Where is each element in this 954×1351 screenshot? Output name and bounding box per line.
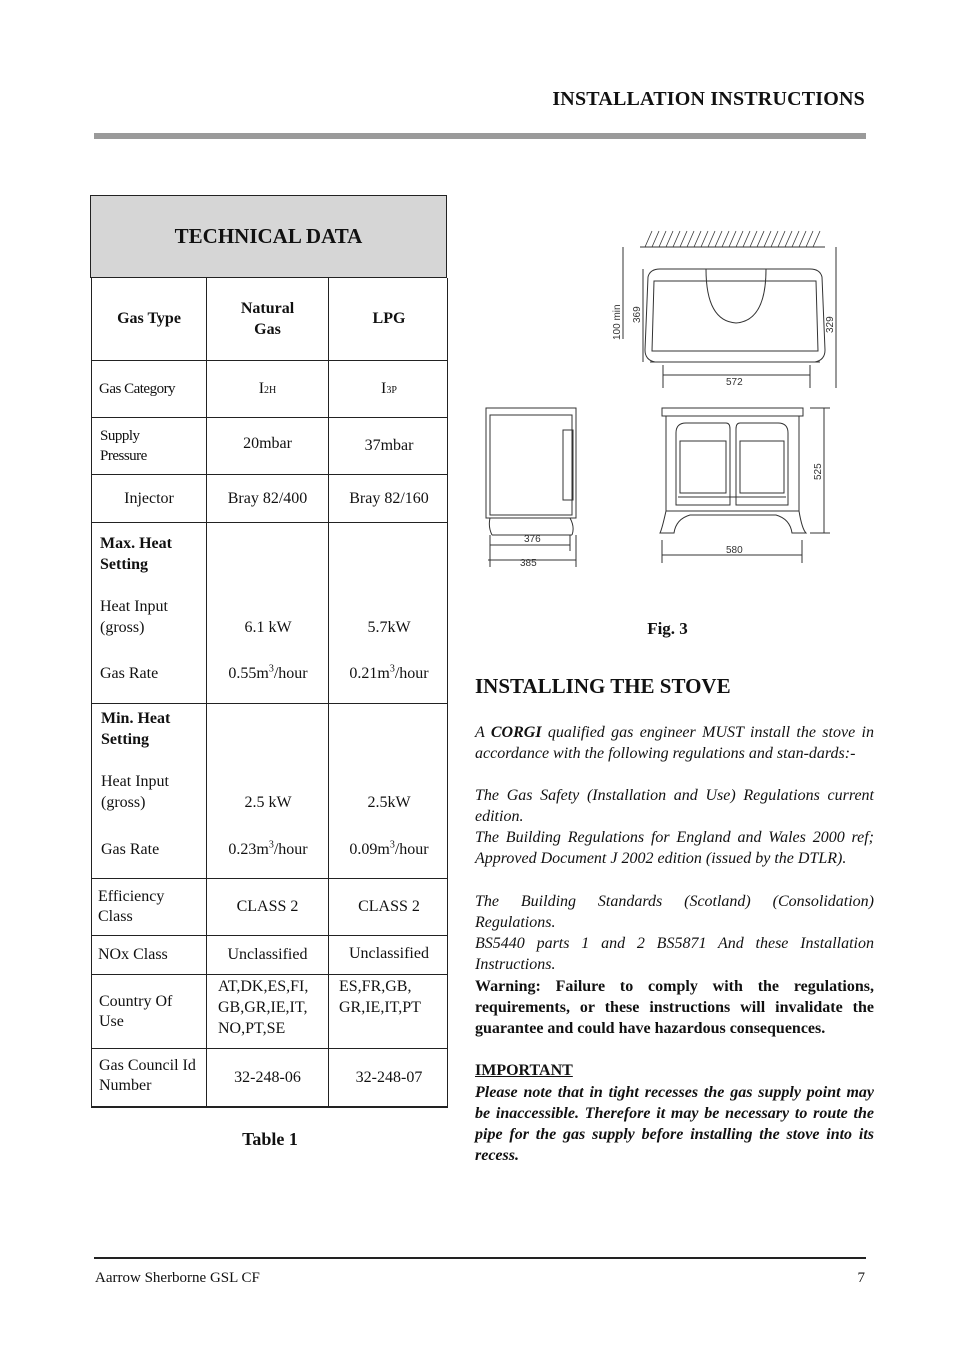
efficiency-label: Efficiency Class [92, 879, 207, 935]
dim-385: 385 [520, 558, 537, 569]
nox-ng: Unclassified [207, 936, 329, 974]
table-row [91, 936, 448, 975]
max-heat-title: Max. Heat Setting [100, 535, 172, 573]
gas-category-ng: I2H [207, 361, 329, 417]
max-heat-input-lpg: 5.7kW [367, 619, 411, 636]
table-row [91, 361, 448, 418]
paragraph-building-regs: The Building Regulations for England and Wales 2000 ref; Approved Document J 2002 edition (issued by the DTLR). [475, 829, 874, 867]
injector-label: Injector [92, 475, 207, 522]
dim-100-min: 100 min [612, 304, 623, 340]
stove-dimension-diagram [480, 215, 840, 580]
table-header-row [91, 278, 448, 361]
footer-rule [94, 1257, 866, 1259]
table-row [91, 523, 448, 704]
section-title: INSTALLING THE STOVE [475, 674, 731, 698]
min-gas-rate-ng: $0.23m^3$/hour [228, 839, 308, 858]
efficiency-ng: CLASS 2 [207, 879, 329, 935]
dim-329: 329 [825, 316, 836, 333]
min-gas-rate-lpg: $0.09m^3$/hour [349, 839, 429, 858]
paragraph-gas-safety: The Gas Safety (Installation and Use) Regulations current edition. [475, 787, 874, 825]
efficiency-lpg: CLASS 2 [358, 898, 420, 915]
important-title: IMPORTANT [475, 1062, 573, 1079]
min-heat-input-ng: 2.5 kW [244, 794, 292, 811]
council-ng: 32-248-06 [207, 1049, 329, 1106]
figure-caption: Fig. 3 [647, 619, 688, 638]
table-row [91, 975, 448, 1049]
supply-pressure-ng: 20mbar [207, 418, 329, 474]
table-row [91, 418, 448, 475]
table-caption: Table 1 [242, 1129, 298, 1149]
table-row [91, 879, 448, 936]
dim-369: 369 [632, 306, 643, 323]
header-rule [94, 133, 866, 139]
warning-text: Warning: Failure to comply with the regulations, requirements, or these instructions will invalidate the guarantee and could have hazardous consequences. [475, 978, 874, 1037]
country-lpg: ES,FR,GB, GR,IE,IT,PT [339, 978, 421, 1016]
footer-document-title: Aarrow Sherborne GSL CF [95, 1270, 260, 1286]
min-heat-input-label: Heat Input (gross) [101, 773, 169, 811]
injector-lpg: Bray 82/160 [349, 489, 429, 507]
paragraph-building-standards: The Building Standards (Scotland) (Consolidation) Regulations. [475, 893, 874, 931]
dim-525: 525 [813, 463, 824, 480]
supply-pressure-lpg: 37mbar [364, 437, 414, 454]
dim-580: 580 [726, 545, 743, 556]
col-header-gas-type: Gas Type [92, 278, 207, 360]
dim-376: 376 [524, 534, 541, 545]
min-heat-input-lpg: 2.5kW [367, 794, 411, 811]
table-title: TECHNICAL DATA [90, 195, 447, 278]
col-header-lpg: LPG [372, 310, 406, 327]
nox-label: NOx Class [92, 936, 207, 974]
min-gas-rate-label: Gas Rate [101, 841, 160, 858]
country-label: Country Of Use [92, 975, 207, 1048]
important-text: Please note that in tight recesses the gas supply point may be inaccessible. Therefore it may be necessary to route the pipe for the gas supply before installing the stove into its recess. [475, 1084, 874, 1164]
max-gas-rate-lpg: $0.21m^3$/hour [349, 663, 429, 682]
table-row [91, 704, 448, 879]
nox-lpg: Unclassified [349, 944, 429, 962]
col-header-natural-gas: Natural Gas [207, 278, 329, 360]
supply-pressure-label: Supply Pressure [92, 418, 207, 474]
dim-572: 572 [726, 377, 743, 388]
max-heat-input-ng: 6.1 kW [244, 619, 292, 636]
max-heat-input-label: Heat Input (gross) [100, 598, 168, 636]
council-label: Gas Council Id Number [92, 1049, 207, 1106]
page-number: 7 [857, 1270, 865, 1286]
page-header-title: INSTALLATION INSTRUCTIONS [552, 88, 865, 110]
council-lpg: 32-248-07 [355, 1068, 423, 1086]
paragraph-bs5440: BS5440 parts 1 and 2 BS5871 And these Installation Instructions. [475, 935, 874, 973]
gas-category-lpg: I3P [381, 380, 397, 397]
country-ng: AT,DK,ES,FI, GB,GR,IE,IT, NO,PT,SE [207, 975, 329, 1048]
max-gas-rate-ng: $0.55m^3$/hour [228, 663, 308, 682]
gas-category-label: Gas Category [92, 361, 207, 417]
max-gas-rate-label: Gas Rate [100, 665, 159, 682]
table-row [91, 1049, 448, 1108]
paragraph-intro: A CORGI qualified gas engineer MUST install the stove in accordance with the following regulations and stan-dards:- [475, 724, 874, 762]
min-heat-title: Min. Heat Setting [101, 710, 171, 748]
table-row [91, 475, 448, 523]
injector-ng: Bray 82/400 [207, 475, 329, 522]
